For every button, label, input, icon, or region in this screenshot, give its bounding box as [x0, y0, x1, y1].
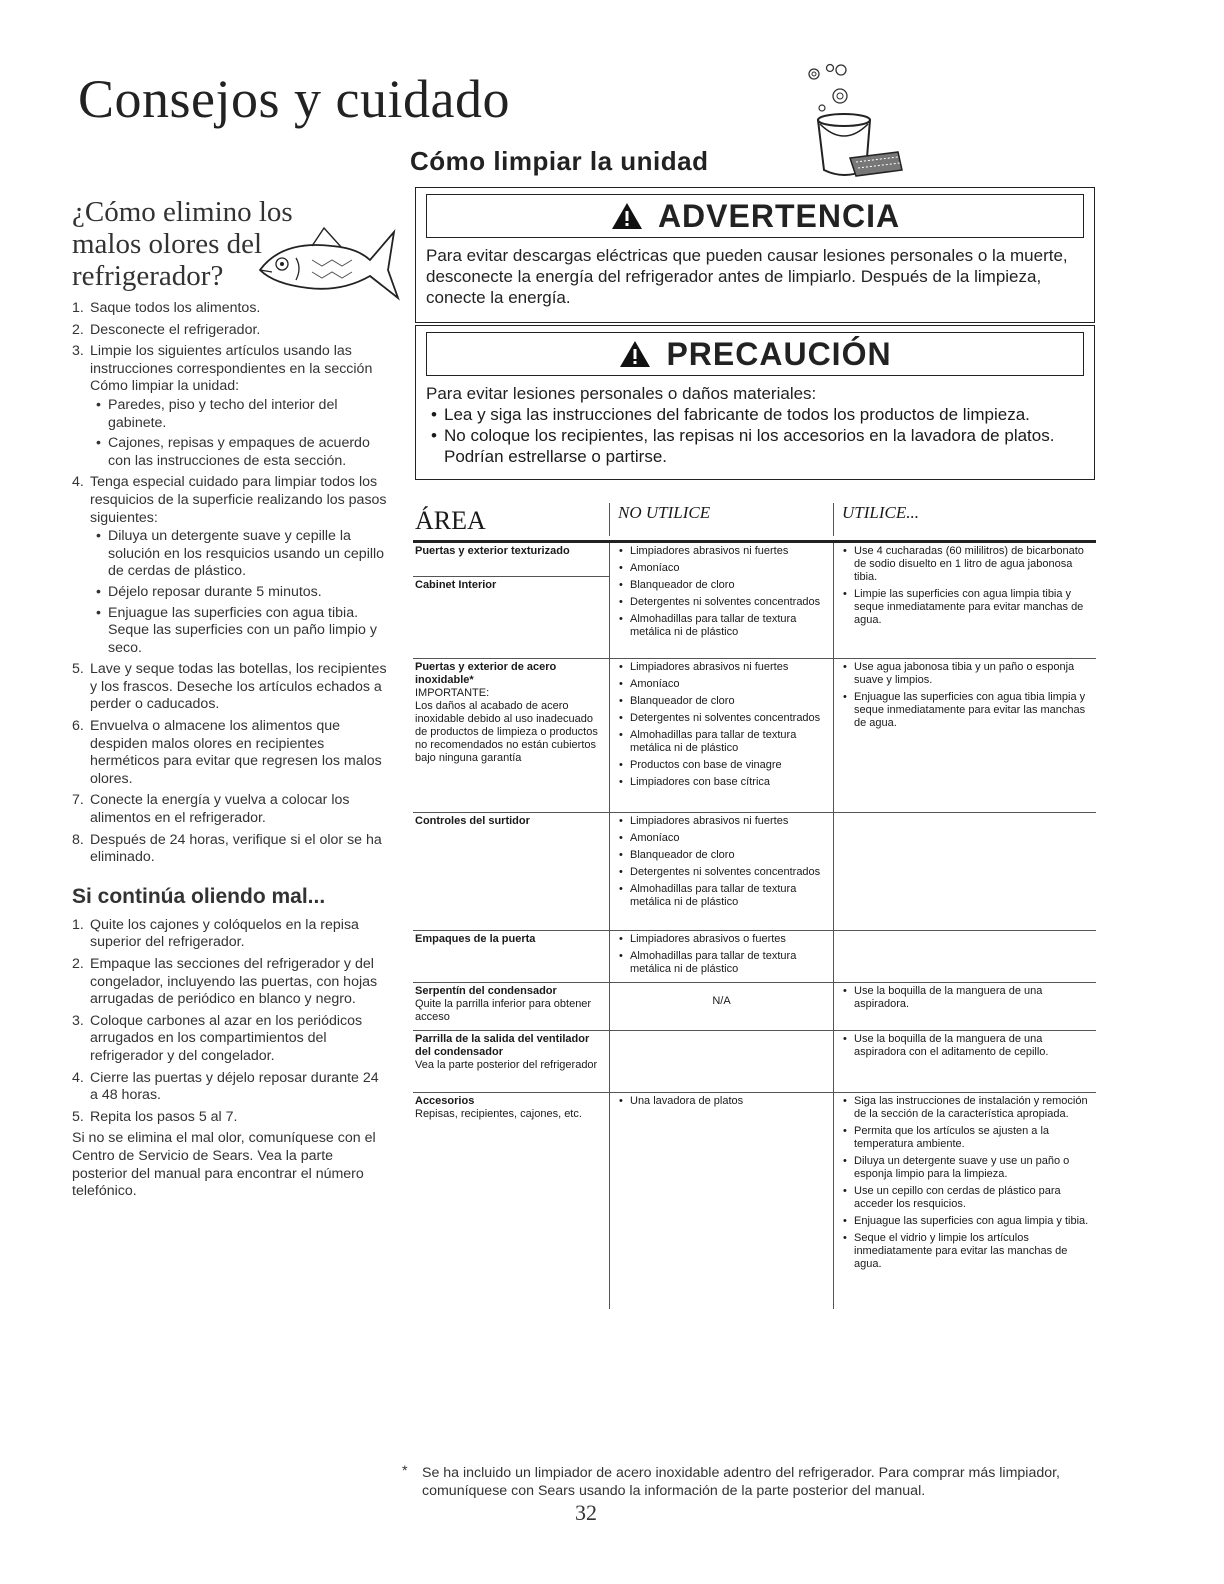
- sub-item: • Déjelo reposar durante 5 minutos.: [90, 584, 390, 602]
- na-label: N/A: [712, 995, 731, 1007]
- table-row: Empaques de la puerta • Limpiadores abrasivos o fuertes • Almohadillas para tallar de textura metálica ni de plástico: [413, 931, 1096, 983]
- list-item: 6. Envuelva o almacene los alimentos que despiden malos olores en recipientes herméticos para evitar que regresen los malos olores.: [72, 718, 382, 787]
- use-list: • Use 4 cucharadas (60 mililitros) de bicarbonato de sodio disuelto en 1 litro de agua jabonosa tibia. • Limpie las superficies con agua limpia tibia y seque inmediatamente para evitar manchas de agua.: [838, 545, 1092, 627]
- sub-item: • Paredes, piso y techo del interior del gabinete.: [90, 397, 390, 432]
- bucket-sponge-illustration: [800, 58, 910, 188]
- caution-box: [415, 325, 1095, 480]
- sub-item: • Cajones, repisas y empaques de acuerdo con las instrucciones de esta sección.: [90, 435, 390, 470]
- no-use-list: • Limpiadores abrasivos ni fuertes • Amoníaco • Blanqueador de cloro • Detergentes ni solventes concentrados • Almohadillas para tallar de textura metálica ni de plástico: [614, 545, 829, 639]
- list-item: 5. Lave y seque todas las botellas, los recipientes y los frascos. Deseche los artículos echados a perder o caducados.: [72, 661, 387, 713]
- list-item: 2. Desconecte el refrigerador.: [72, 321, 261, 338]
- table-header: [413, 503, 1096, 543]
- page-number: 32: [575, 1500, 597, 1525]
- list-item: 1. Saque todos los alimentos.: [72, 300, 261, 316]
- list-item: 3. Limpie los siguientes artículos usando las instrucciones correspondientes en la sección Cómo limpiar la unidad: • Paredes, piso y techo del interior del gabinete. • Cajones, repisas y empaques de acuerdo con las instrucciones de esta sección.: [72, 343, 390, 470]
- closing-paragraph: Si no se elimina el mal olor, comuníquese con el Centro de Servicio de Sears. Vea la parte posterior del manual para encontrar el número telefónico.: [72, 1130, 376, 1200]
- caution-triangle-icon: [618, 339, 652, 369]
- list-item: 1. Quite los cajones y colóquelos en la repisa superior del refrigerador.: [72, 916, 359, 951]
- table-row: Serpentín del condensador Quite la parrilla inferior para obtener acceso N/A • Use la boquilla de la manguera de una aspiradora.: [413, 983, 1096, 1031]
- caution-header: [426, 332, 1084, 376]
- odor-steps-list: [72, 300, 390, 867]
- use-list: • Use la boquilla de la manguera de una aspiradora con el aditamento de cepillo.: [838, 1033, 1092, 1059]
- header-no-use: NO UTILICE: [609, 503, 833, 536]
- warning-header: [426, 194, 1084, 238]
- list-item: 7. Conecte la energía y vuelva a colocar los alimentos en el refrigerador.: [72, 792, 350, 827]
- warning-triangle-icon: [610, 201, 644, 231]
- header-use: UTILICE...: [833, 503, 1096, 536]
- no-use-list: • Limpiadores abrasivos ni fuertes • Amoníaco • Blanqueador de cloro • Detergentes ni solventes concentrados • Almohadillas para tallar de textura metálica ni de plástico: [614, 815, 829, 909]
- table-row: Controles del surtidor • Limpiadores abrasivos ni fuertes • Amoníaco • Blanqueador de cloro • Detergentes ni solventes concentrados • Almohadillas para tallar de textura metálica ni de plástico: [413, 813, 1096, 931]
- footnote: [402, 1464, 1082, 1500]
- odor-heading: ¿Cómo elimino los malos olores del refrigerador?: [72, 196, 293, 292]
- warning-label: ADVERTENCIA: [657, 197, 901, 234]
- no-use-list: • Limpiadores abrasivos ni fuertes • Amoníaco • Blanqueador de cloro • Detergentes ni solventes concentrados • Almohadillas para tallar de textura metálica ni de plástico • Productos con base de vinagre • Limpiadores con base cítrica: [614, 661, 829, 789]
- fish-illustration: [252, 210, 402, 302]
- persisting-odor-steps: [72, 917, 390, 1127]
- table-row: Parrilla de la salida del ventilador del condensador Vea la parte posterior del refrigerador • Use la boquilla de la manguera de una aspiradora con el aditamento de cepillo.: [413, 1031, 1096, 1093]
- table-row: Puertas y exterior texturizado Cabinet Interior • Limpiadores abrasivos ni fuertes • Amoníaco • Blanqueador de cloro • Detergentes ni solventes concentrados • Almohadillas para tallar de textura metálica ni de plástico • Use 4 cucharadas (60 mililitros) de bicarbonato de sodio disuelto en 1 litro de agua jabonosa tibia. • Limpie las superficies con agua limpia tibia y seque inmediatamente para evitar manchas de agua.: [413, 543, 1096, 659]
- use-list: • Use agua jabonosa tibia y un paño o esponja suave y limpios. • Enjuague las superficies con agua tibia limpia y seque inmediatamente para evitar las manchas de agua.: [838, 661, 1092, 730]
- cleaning-table: [413, 503, 1096, 1309]
- header-area: ÁREA: [415, 506, 486, 535]
- sub-item: • Diluya un detergente suave y cepille la solución en los resquicios usando un cepillo de cerdas de plástico.: [90, 528, 390, 581]
- page-title: Consejos y cuidado: [78, 69, 510, 129]
- caution-intro: Para evitar lesiones personales o daños materiales:: [426, 384, 817, 403]
- table-row: Puertas y exterior de acero inoxidable* IMPORTANTE: Los daños al acabado de acero inoxidable debido al uso inadecuado de productos de limpieza o productos no recomendados no están cubiertos bajo ninguna garantía • Limpiadores abrasivos ni fuertes • Amoníaco • Blanqueador de cloro • Detergentes ni solventes concentrados • Almohadillas para tallar de textura metálica ni de plástico • Productos con base de vinagre • Limpiadores con base cítrica • Use agua jabonosa tibia y un paño o esponja suave y limpios. • Enjuague las superficies con agua tibia limpia y seque inmediatamente para evitar las manchas de agua.: [413, 659, 1096, 813]
- list-item: 4. Tenga especial cuidado para limpiar todos los resquicios de la superficie realizando los pasos siguientes: • Diluya un detergente suave y cepille la solución en los resquicios usando un cepillo de cerdas de plástico. • Déjelo reposar durante 5 minutos. • Enjuague las superficies con agua tibia. Seque las superficies con un paño limpio y seco.: [72, 474, 390, 657]
- list-item: 8. Después de 24 horas, verifique si el olor se ha eliminado.: [72, 831, 382, 866]
- list-item: 3. Coloque carbones al azar en los periódicos arrugados en los compartimientos del refrigerador y del congelador.: [72, 1012, 363, 1064]
- use-list: • Use la boquilla de la manguera de una aspiradora.: [838, 985, 1092, 1011]
- caution-label: PRECAUCIÓN: [666, 335, 892, 372]
- section-title: Cómo limpiar la unidad: [410, 146, 709, 176]
- footnote-text: Se ha incluido un limpiador de acero inoxidable adentro del refrigerador. Para comprar más limpiador, comuníquese con Sears usando la información de la parte posterior del manual.: [422, 1465, 1060, 1499]
- footnote-star: *: [402, 1463, 408, 1479]
- no-use-list: • Una lavadora de platos: [614, 1095, 829, 1108]
- sub-item: • Enjuague las superficies con agua tibia. Seque las superficies con un paño limpio y seco.: [90, 605, 390, 658]
- list-item: 4. Cierre las puertas y déjelo reposar durante 24 a 48 horas.: [72, 1069, 379, 1104]
- warning-text: Para evitar descargas eléctricas que pueden causar lesiones personales o la muerte, desconecte la energía del refrigerador antes de limpiarlo. Después de la limpieza, conecte la energía.: [426, 246, 1068, 307]
- no-use-list: • Limpiadores abrasivos o fuertes • Almohadillas para tallar de textura metálica ni de plástico: [614, 933, 829, 976]
- caution-list: [426, 404, 1084, 467]
- persisting-odor-heading: Si continúa oliendo mal...: [72, 884, 326, 908]
- use-list: • Siga las instrucciones de instalación y remoción de la sección de la característica apropiada. • Permita que los artículos se ajusten a la temperatura ambiente. • Diluya un detergente suave y use un paño o esponja limpio para la limpieza. • Use un cepillo con cerdas de plástico para acceder los resquicios. • Enjuague las superficies con agua limpia y tibia. • Seque el vidrio y limpie los artículos inmediatamente para evitar las manchas de agua.: [838, 1095, 1092, 1271]
- list-item: • No coloque los recipientes, las repisas ni los accesorios en la lavadora de platos. Podrían estrellarse o partirse.: [426, 425, 1084, 467]
- odor-section: [72, 196, 390, 1201]
- list-item: 5. Repita los pasos 5 al 7.: [72, 1108, 238, 1125]
- list-item: • Lea y siga las instrucciones del fabricante de todos los productos de limpieza.: [426, 404, 1084, 425]
- list-item: 2. Empaque las secciones del refrigerador y del congelador, incluyendo las puertas, con hojas arrugadas de periódico en blanco y negro.: [72, 956, 378, 1008]
- warning-box: [415, 187, 1095, 323]
- table-row: Accesorios Repisas, recipientes, cajones, etc. • Una lavadora de platos • Siga las instrucciones de instalación y remoción de la sección de la característica apropiada. • Permita que los artículos se ajusten a la temperatura ambiente. • Diluya un detergente suave y use un paño o esponja limpio para la limpieza. • Use un cepillo con cerdas de plástico para acceder los resquicios. • Enjuague las superficies con agua limpia y tibia. • Seque el vidrio y limpie los artículos inmediatamente para evitar las manchas de agua.: [413, 1093, 1096, 1309]
